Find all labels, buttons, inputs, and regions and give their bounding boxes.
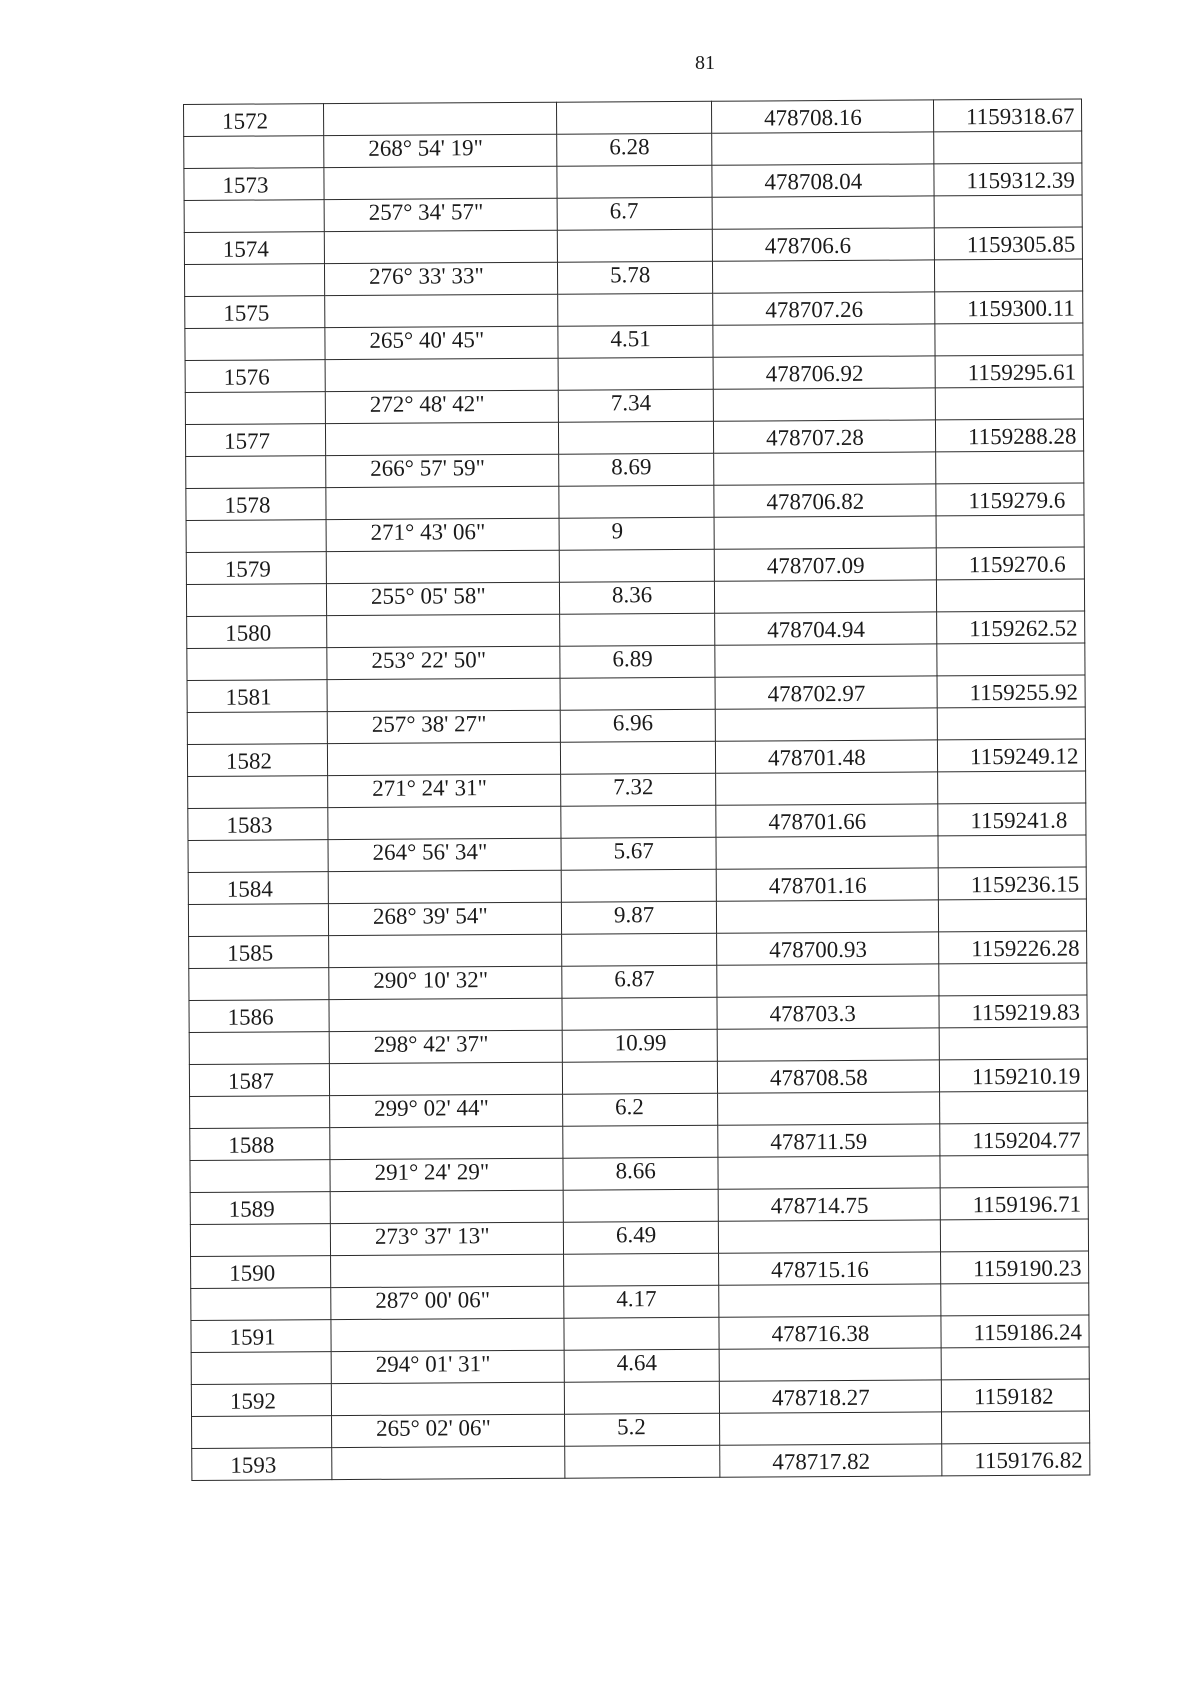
easting-cell: 1159182 (941, 1379, 1089, 1412)
distance-cell: 10.99 (562, 1029, 717, 1062)
distance-cell (564, 1317, 719, 1350)
northing-cell: 478715.16 (719, 1252, 941, 1285)
northing-cell (712, 196, 934, 229)
easting-cell (939, 963, 1087, 996)
easting-cell (942, 1411, 1090, 1444)
point-number-cell (184, 136, 324, 169)
bearing-cell: 264° 56' 34" (328, 838, 561, 871)
distance-cell: 5.2 (565, 1413, 720, 1446)
northing-cell (713, 388, 935, 421)
point-number-cell: 1585 (189, 936, 329, 969)
point-number-cell (187, 648, 327, 681)
northing-cell: 478701.16 (716, 868, 938, 901)
easting-cell: 1159190.23 (941, 1251, 1089, 1284)
easting-cell (935, 387, 1083, 420)
point-number-cell: 1583 (188, 808, 328, 841)
easting-cell (940, 1091, 1088, 1124)
distance-cell (557, 229, 712, 262)
point-number-cell: 1581 (187, 680, 327, 713)
point-number-cell (191, 1288, 331, 1321)
easting-cell (941, 1347, 1089, 1380)
northing-cell (719, 1348, 941, 1381)
point-number-cell (184, 264, 324, 297)
point-number-cell: 1589 (190, 1192, 330, 1225)
point-number-cell (184, 200, 324, 233)
bearing-cell (325, 422, 558, 455)
easting-cell (936, 515, 1084, 548)
distance-cell (561, 805, 716, 838)
point-number-cell (188, 840, 328, 873)
easting-cell: 1159312.39 (934, 163, 1082, 196)
distance-cell: 5.67 (561, 837, 716, 870)
bearing-cell (331, 1254, 564, 1287)
bearing-cell: 266° 57' 59" (326, 454, 559, 487)
easting-cell: 1159226.28 (939, 931, 1087, 964)
northing-cell (713, 324, 935, 357)
distance-cell (564, 1253, 719, 1286)
survey-coordinates-table (183, 99, 1090, 1481)
bearing-cell: 257° 34' 57" (324, 198, 557, 231)
point-number-cell: 1591 (191, 1320, 331, 1353)
bearing-cell (327, 614, 560, 647)
point-number-cell: 1588 (190, 1128, 330, 1161)
bearing-cell: 268° 54' 19" (324, 134, 557, 167)
point-number-cell: 1577 (185, 424, 325, 457)
easting-cell (935, 323, 1083, 356)
point-number-cell (189, 968, 329, 1001)
northing-cell: 478707.09 (714, 548, 936, 581)
page-number: 81 (695, 52, 715, 74)
northing-cell (720, 1412, 942, 1445)
easting-cell: 1159255.92 (937, 675, 1085, 708)
bearing-cell (324, 230, 557, 263)
bearing-cell (325, 294, 558, 327)
bearing-cell (328, 870, 561, 903)
easting-cell (938, 835, 1086, 868)
distance-cell (562, 933, 717, 966)
easting-cell (937, 707, 1085, 740)
northing-cell (714, 452, 936, 485)
point-number-cell: 1579 (186, 552, 326, 585)
distance-cell: 9 (559, 517, 714, 550)
northing-cell: 478718.27 (719, 1380, 941, 1413)
bearing-cell (331, 1382, 564, 1415)
point-number-cell: 1574 (184, 232, 324, 265)
northing-cell (714, 580, 936, 613)
bearing-cell: 268° 39' 54" (328, 902, 561, 935)
bearing-cell (330, 1126, 563, 1159)
northing-cell (718, 1156, 940, 1189)
bearing-cell: 287° 00' 06" (331, 1286, 564, 1319)
easting-cell (940, 1219, 1088, 1252)
northing-cell: 478703.3 (717, 996, 939, 1029)
distance-cell: 6.49 (563, 1221, 718, 1254)
point-number-cell (185, 392, 325, 425)
bearing-cell: 299° 02' 44" (330, 1094, 563, 1127)
point-number-cell (190, 1160, 330, 1193)
easting-cell (938, 899, 1086, 932)
bearing-cell (328, 806, 561, 839)
bearing-cell: 290° 10' 32" (329, 966, 562, 999)
easting-cell (936, 579, 1084, 612)
northing-cell (712, 260, 934, 293)
easting-cell: 1159176.82 (942, 1443, 1090, 1476)
distance-cell (560, 677, 715, 710)
northing-cell (712, 132, 934, 165)
northing-cell (718, 1220, 940, 1253)
bearing-cell: 273° 37' 13" (330, 1222, 563, 1255)
northing-cell (714, 516, 936, 549)
distance-cell (563, 1189, 718, 1222)
bearing-cell (324, 102, 557, 135)
easting-cell (939, 1027, 1087, 1060)
distance-cell (561, 869, 716, 902)
northing-cell: 478701.48 (715, 740, 937, 773)
bearing-cell: 265° 02' 06" (332, 1414, 565, 1447)
point-number-cell: 1573 (184, 168, 324, 201)
easting-cell: 1159300.11 (935, 291, 1083, 324)
distance-cell (559, 485, 714, 518)
distance-cell: 7.34 (558, 389, 713, 422)
point-number-cell: 1582 (187, 744, 327, 777)
easting-cell: 1159186.24 (941, 1315, 1089, 1348)
bearing-cell (326, 550, 559, 583)
point-number-cell: 1593 (192, 1448, 332, 1481)
distance-cell: 5.78 (557, 261, 712, 294)
distance-cell (558, 421, 713, 454)
bearing-cell: 257° 38' 27" (327, 710, 560, 743)
point-number-cell (190, 1224, 330, 1257)
bearing-cell (327, 742, 560, 775)
point-number-cell (192, 1416, 332, 1449)
easting-cell: 1159219.83 (939, 995, 1087, 1028)
point-number-cell: 1576 (185, 360, 325, 393)
point-number-cell (186, 456, 326, 489)
bearing-cell: 253° 22' 50" (327, 646, 560, 679)
point-number-cell (186, 584, 326, 617)
northing-cell: 478706.6 (712, 228, 934, 261)
easting-cell: 1159241.8 (938, 803, 1086, 836)
bearing-cell (329, 998, 562, 1031)
northing-cell (716, 836, 938, 869)
distance-cell (562, 997, 717, 1030)
distance-cell: 6.96 (560, 709, 715, 742)
point-number-cell (187, 712, 327, 745)
northing-cell: 478711.59 (718, 1124, 940, 1157)
northing-cell: 478707.28 (713, 420, 935, 453)
bearing-cell: 271° 24' 31" (328, 774, 561, 807)
point-number-cell (191, 1352, 331, 1385)
easting-cell: 1159305.85 (934, 227, 1082, 260)
point-number-cell (190, 1096, 330, 1129)
northing-cell: 478708.04 (712, 164, 934, 197)
point-number-cell (188, 904, 328, 937)
distance-cell (559, 549, 714, 582)
northing-cell (717, 1028, 939, 1061)
easting-cell (941, 1283, 1089, 1316)
distance-cell (560, 613, 715, 646)
bearing-cell: 271° 43' 06" (326, 518, 559, 551)
bearing-cell (329, 934, 562, 967)
northing-cell: 478714.75 (718, 1188, 940, 1221)
bearing-cell: 276° 33' 33" (324, 262, 557, 295)
distance-cell (558, 293, 713, 326)
easting-cell: 1159288.28 (935, 419, 1083, 452)
bearing-cell (332, 1446, 565, 1479)
distance-cell (560, 741, 715, 774)
point-number-cell (185, 328, 325, 361)
point-number-cell (186, 520, 326, 553)
northing-cell: 478707.26 (713, 292, 935, 325)
northing-cell (715, 644, 937, 677)
distance-cell: 6.28 (557, 133, 712, 166)
northing-cell: 478706.92 (713, 356, 935, 389)
distance-cell: 9.87 (561, 901, 716, 934)
point-number-cell (188, 776, 328, 809)
easting-cell: 1159196.71 (940, 1187, 1088, 1220)
northing-cell: 478708.16 (711, 100, 933, 133)
bearing-cell (330, 1190, 563, 1223)
easting-cell (934, 131, 1082, 164)
easting-cell: 1159295.61 (935, 355, 1083, 388)
bearing-cell (324, 166, 557, 199)
distance-cell: 7.32 (561, 773, 716, 806)
northing-cell: 478700.93 (717, 932, 939, 965)
easting-cell: 1159210.19 (939, 1059, 1087, 1092)
bearing-cell: 255° 05' 58" (326, 582, 559, 615)
easting-cell (934, 259, 1082, 292)
distance-cell: 6.2 (563, 1093, 718, 1126)
easting-cell: 1159262.52 (937, 611, 1085, 644)
distance-cell: 4.51 (558, 325, 713, 358)
distance-cell: 6.7 (557, 197, 712, 230)
bearing-cell (327, 678, 560, 711)
distance-cell: 8.69 (559, 453, 714, 486)
distance-cell: 4.64 (564, 1349, 719, 1382)
easting-cell: 1159270.6 (936, 547, 1084, 580)
northing-cell: 478708.58 (717, 1060, 939, 1093)
distance-cell: 6.87 (562, 965, 717, 998)
northing-cell: 478701.66 (716, 804, 938, 837)
distance-cell: 8.66 (563, 1157, 718, 1190)
bearing-cell: 291° 24' 29" (330, 1158, 563, 1191)
easting-cell (936, 451, 1084, 484)
easting-cell: 1159279.6 (936, 483, 1084, 516)
northing-cell: 478706.82 (714, 484, 936, 517)
northing-cell (719, 1284, 941, 1317)
northing-cell: 478704.94 (715, 612, 937, 645)
distance-cell (558, 357, 713, 390)
bearing-cell: 272° 48' 42" (325, 390, 558, 423)
distance-cell (556, 101, 711, 134)
easting-cell: 1159249.12 (937, 739, 1085, 772)
distance-cell: 8.36 (559, 581, 714, 614)
northing-cell (715, 708, 937, 741)
bearing-cell: 298° 42' 37" (329, 1030, 562, 1063)
easting-cell (934, 195, 1082, 228)
distance-cell (563, 1125, 718, 1158)
point-number-cell: 1584 (188, 872, 328, 905)
table-row-point (192, 1443, 1090, 1480)
bearing-cell: 265° 40' 45" (325, 326, 558, 359)
table-body (184, 99, 1090, 1480)
bearing-cell (326, 486, 559, 519)
northing-cell (716, 900, 938, 933)
easting-cell: 1159236.15 (938, 867, 1086, 900)
northing-cell (718, 1092, 940, 1125)
easting-cell: 1159318.67 (933, 99, 1081, 132)
distance-cell (557, 165, 712, 198)
northing-cell: 478702.97 (715, 676, 937, 709)
point-number-cell: 1586 (189, 1000, 329, 1033)
bearing-cell: 294° 01' 31" (331, 1350, 564, 1383)
distance-cell (564, 1381, 719, 1414)
point-number-cell: 1587 (189, 1064, 329, 1097)
northing-cell (717, 964, 939, 997)
easting-cell (938, 771, 1086, 804)
point-number-cell (189, 1032, 329, 1065)
point-number-cell: 1578 (186, 488, 326, 521)
northing-cell: 478716.38 (719, 1316, 941, 1349)
distance-cell (565, 1445, 720, 1478)
easting-cell: 1159204.77 (940, 1123, 1088, 1156)
distance-cell: 4.17 (564, 1285, 719, 1318)
bearing-cell (329, 1062, 562, 1095)
bearing-cell (331, 1318, 564, 1351)
point-number-cell: 1580 (187, 616, 327, 649)
easting-cell (940, 1155, 1088, 1188)
point-number-cell: 1590 (191, 1256, 331, 1289)
northing-cell (716, 772, 938, 805)
bearing-cell (325, 358, 558, 391)
point-number-cell: 1592 (191, 1384, 331, 1417)
distance-cell: 6.89 (560, 645, 715, 678)
easting-cell (937, 643, 1085, 676)
point-number-cell: 1575 (185, 296, 325, 329)
northing-cell: 478717.82 (720, 1444, 942, 1477)
distance-cell (562, 1061, 717, 1094)
point-number-cell: 1572 (184, 104, 324, 137)
